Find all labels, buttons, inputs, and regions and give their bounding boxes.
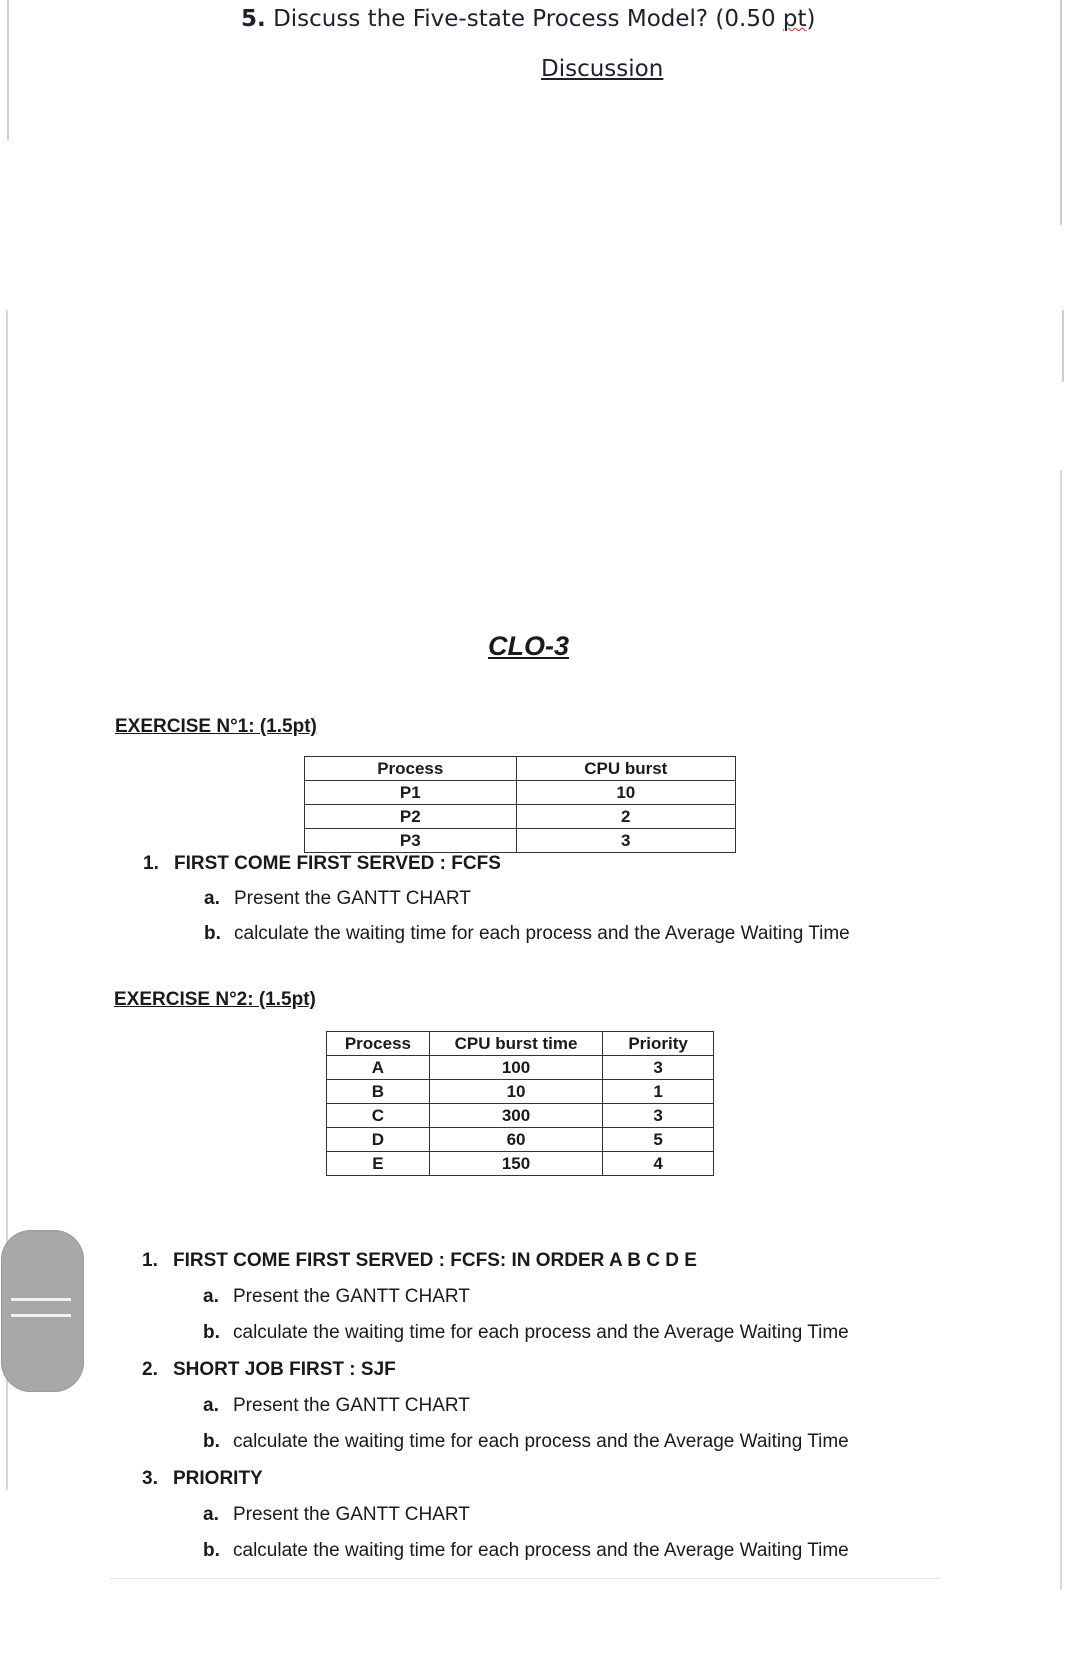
exercise-1-table (304, 756, 736, 853)
subquestion-label: b. (203, 1540, 220, 1561)
exercise-2-q3-subquestion-b (203, 1540, 849, 1562)
exercise-2-question-3 (142, 1468, 263, 1490)
exercise-2-question-2 (142, 1359, 396, 1381)
exercise-2-table (326, 1031, 714, 1176)
exercise-2-q2-subquestion-b (203, 1431, 849, 1453)
table-cell: 100 (429, 1056, 602, 1080)
exercise-2-q1-subquestion-b (203, 1322, 849, 1344)
table-cell: 5 (603, 1128, 714, 1152)
table-cell: 300 (429, 1104, 602, 1128)
question-text: Discuss the Five-state Process Model? (0.50 (273, 6, 783, 32)
table-header-cell: CPU burst time (429, 1032, 602, 1056)
subquestion-label: a. (203, 1286, 219, 1307)
exercise-2-q2-subquestion-a (203, 1395, 470, 1417)
table-cell: 4 (603, 1152, 714, 1176)
table-header-cell: Priority (603, 1032, 714, 1056)
table-cell: 3 (516, 829, 735, 853)
table-cell: P1 (305, 781, 517, 805)
page-edge (7, 0, 9, 140)
question-close-paren: ) (806, 6, 816, 32)
subquestion-text: Present the GANTT CHART (233, 1504, 470, 1525)
table-cell: E (327, 1152, 430, 1176)
question-number: 1. (143, 853, 159, 874)
table-cell: P2 (305, 805, 517, 829)
subquestion-text: calculate the waiting time for each process and the Average Waiting Time (234, 923, 850, 944)
subquestion-label: a. (203, 1504, 219, 1525)
subquestion-label: b. (203, 1322, 220, 1343)
question-points-unit: pt (782, 6, 807, 32)
table-cell: 2 (516, 805, 735, 829)
table-cell: P3 (305, 829, 517, 853)
table-row (327, 1152, 714, 1176)
drag-handle[interactable] (1, 1230, 84, 1392)
table-cell: D (327, 1128, 430, 1152)
exercise-2-q3-subquestion-a (203, 1504, 470, 1526)
table-cell: 150 (429, 1152, 602, 1176)
page-edge (1060, 0, 1062, 225)
question-text: PRIORITY (173, 1468, 263, 1489)
table-header-row (305, 757, 736, 781)
subquestion-label: a. (203, 1395, 219, 1416)
subquestion-text: Present the GANTT CHART (233, 1286, 470, 1307)
table-header-row (327, 1032, 714, 1056)
exercise-1-subquestion-b (204, 923, 850, 945)
table-cell: 1 (603, 1080, 714, 1104)
subquestion-label: a. (204, 888, 220, 909)
table-header-cell: Process (327, 1032, 430, 1056)
discussion-heading: Discussion (541, 56, 664, 82)
table-row (305, 805, 736, 829)
table-row (327, 1080, 714, 1104)
question-number: 3. (142, 1468, 158, 1489)
subquestion-text: Present the GANTT CHART (233, 1395, 470, 1416)
table-row (327, 1104, 714, 1128)
table-cell: 3 (603, 1056, 714, 1080)
exercise-1-title: EXERCISE N°1: (1.5pt) (115, 716, 317, 737)
question-number: 5. (241, 6, 266, 32)
table-header-cell: Process (305, 757, 517, 781)
exercise-1-subquestion-a (204, 888, 471, 910)
drag-handle-grip-icon (11, 1314, 71, 1317)
table-row (305, 781, 736, 805)
table-cell: 10 (429, 1080, 602, 1104)
question-text: FIRST COME FIRST SERVED : FCFS: IN ORDER A B C D E (173, 1250, 697, 1271)
question-number: 2. (142, 1359, 158, 1380)
table-cell: B (327, 1080, 430, 1104)
question-text: FIRST COME FIRST SERVED : FCFS (174, 853, 501, 874)
subquestion-text: calculate the waiting time for each process and the Average Waiting Time (233, 1431, 849, 1452)
table-cell: 60 (429, 1128, 602, 1152)
exercise-2-question-1 (142, 1250, 697, 1272)
exercise-1-question-1 (143, 853, 501, 875)
question-number: 1. (142, 1250, 158, 1271)
page-edge (1060, 470, 1062, 1590)
table-cell: C (327, 1104, 430, 1128)
table-cell: 3 (603, 1104, 714, 1128)
subquestion-text: calculate the waiting time for each process and the Average Waiting Time (233, 1540, 849, 1561)
table-cell: 10 (516, 781, 735, 805)
page-edge (1062, 310, 1064, 382)
drag-handle-grip-icon (11, 1298, 71, 1301)
table-row (327, 1056, 714, 1080)
subquestion-text: Present the GANTT CHART (234, 888, 471, 909)
table-row (305, 829, 736, 853)
exercise-2-title: EXERCISE N°2: (1.5pt) (114, 989, 316, 1010)
subquestion-label: b. (204, 923, 221, 944)
subquestion-label: b. (203, 1431, 220, 1452)
table-cell: A (327, 1056, 430, 1080)
table-header-cell: CPU burst (516, 757, 735, 781)
subquestion-text: calculate the waiting time for each process and the Average Waiting Time (233, 1322, 849, 1343)
question-5-title (241, 6, 816, 32)
table-row (327, 1128, 714, 1152)
page-divider (110, 1578, 940, 1579)
question-text: SHORT JOB FIRST : SJF (173, 1359, 396, 1380)
exercise-2-q1-subquestion-a (203, 1286, 470, 1308)
clo-heading: CLO-3 (488, 631, 569, 661)
